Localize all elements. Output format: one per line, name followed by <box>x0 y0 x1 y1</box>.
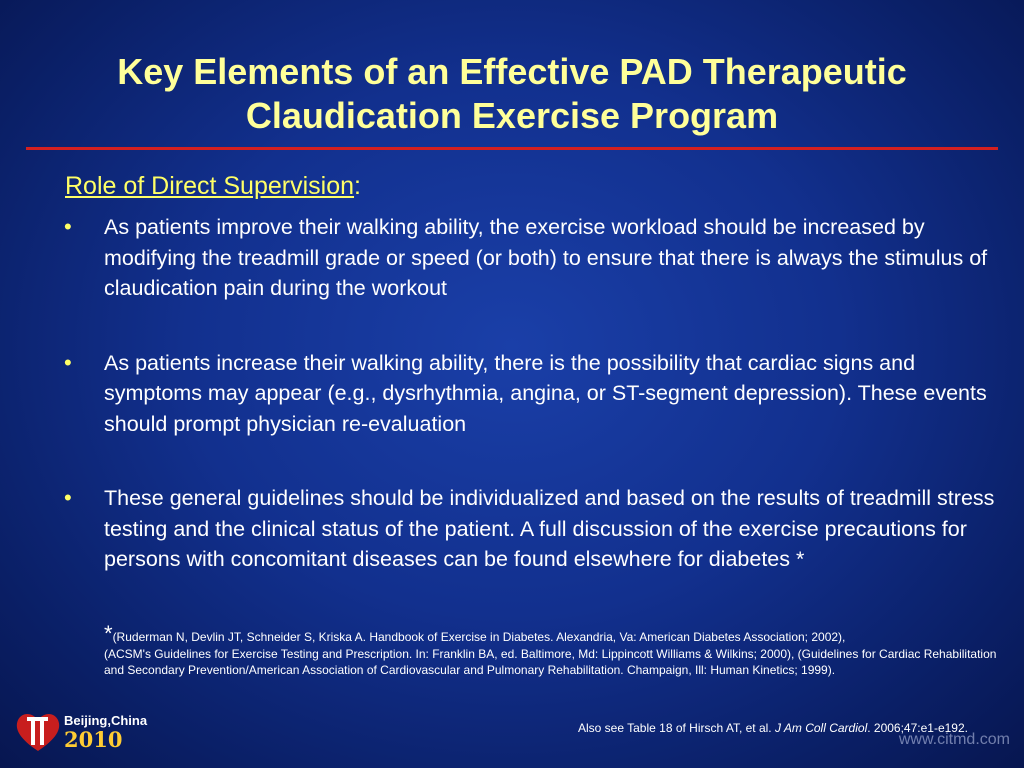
slide-title <box>20 50 1004 138</box>
references <box>104 621 1004 679</box>
bullet-text: These general guidelines should be individualized and based on the results of treadmill stress testing and the clinical status of the patient. A full discussion of the exercise precautions for persons with concomitant diseases can be found elsewhere for diabetes * <box>104 486 995 571</box>
bullet-text: As patients increase their walking ability, there is the possibility that cardiac signs and symptoms may appear (e.g., dysrhythmia, angina, or ST-segment depression). These events should prompt physician re-evaluation <box>104 350 987 436</box>
logo-city: Beijing,China <box>64 713 148 728</box>
reference-rest: (ACSM's Guidelines for Exercise Testing and Prescription. In: Franklin BA, ed. Baltimore, Md: Lippincott Williams & Wilkins; 2000), (Guidelines for Cardiac Rehabilitation and Secondary Prevention/American Association of Cardiovascular and Pulmonary Rehabilitation. Champaign, Ill: Human Kinetics; 1999). <box>104 646 997 677</box>
bullet-text: As patients improve their walking ability, the exercise workload should be increased by modifying the treadmill grade or speed (or both) to ensure that there is always the stimulus of claudication pain during the workout <box>104 215 988 300</box>
reference-star: * <box>104 621 113 646</box>
slide-title-line1: Key Elements of an Effective PAD Therapeutic <box>117 51 907 92</box>
section-subheading <box>65 170 361 202</box>
slide-title-line2: Claudication Exercise Program <box>245 95 779 136</box>
bullet-list <box>58 212 998 619</box>
bullet-icon: • <box>64 214 72 239</box>
bullet-icon: • <box>64 349 72 375</box>
citation-journal: J Am Coll Cardiol <box>774 721 868 735</box>
logo-year: 2010 <box>64 727 123 752</box>
reference-line1: (Ruderman N, Devlin JT, Schneider S, Kriska A. Handbook of Exercise in Diabetes. Alexandria, Va: American Diabetes Association; 2002), <box>112 630 846 644</box>
bullet-item <box>58 212 998 304</box>
bullet-item <box>58 348 998 440</box>
watermark: www.citmd.com <box>898 731 1010 748</box>
citation-suffix: . 2006;47:e1-e192. <box>867 721 968 735</box>
subheading-colon: : <box>354 172 361 200</box>
subheading-label: Role of Direct Supervision <box>65 172 355 200</box>
title-divider <box>26 147 998 150</box>
bullet-icon: • <box>64 485 72 510</box>
citation-prefix: Also see Table 18 of Hirsch AT, et al. <box>577 721 775 735</box>
bullet-item <box>58 483 998 575</box>
